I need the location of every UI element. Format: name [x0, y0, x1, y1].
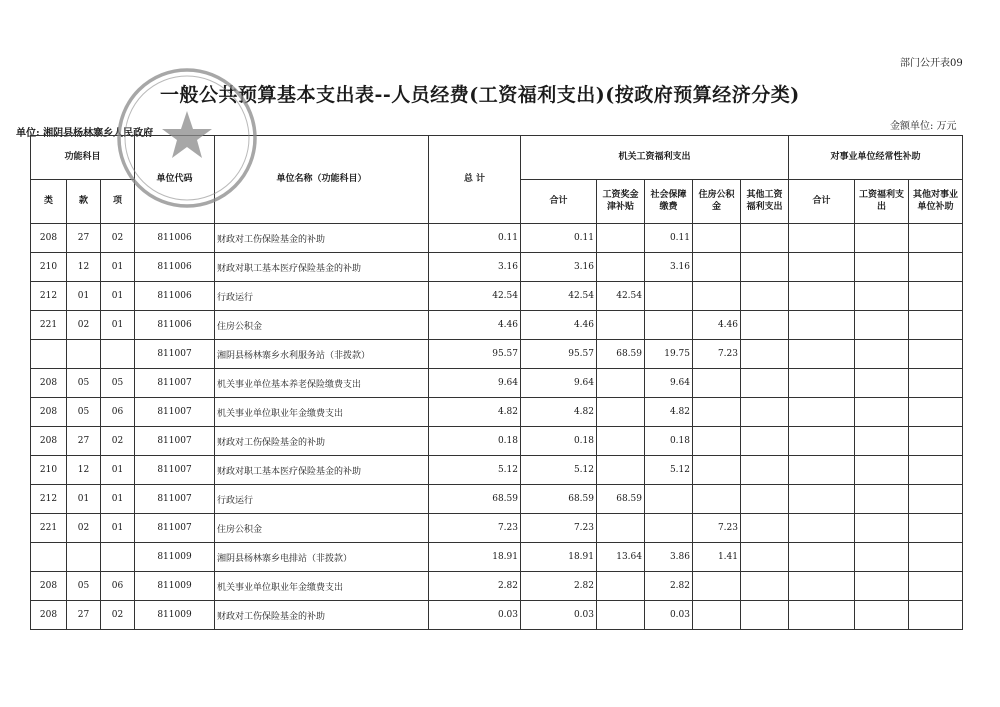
cell-org-total: 68.59 [521, 485, 597, 514]
cell-total: 3.16 [429, 253, 521, 282]
cell-name: 机关事业单位职业年金缴费支出 [215, 398, 429, 427]
cell-pub-total [789, 543, 855, 572]
cell-org-total: 42.54 [521, 282, 597, 311]
cell-org-social [645, 485, 693, 514]
cell-kuan: 01 [67, 282, 101, 311]
cell-org-other [741, 253, 789, 282]
cell-kuan: 27 [67, 427, 101, 456]
cell-pub-total [789, 253, 855, 282]
cell-org-total: 4.46 [521, 311, 597, 340]
cell-pub-total [789, 398, 855, 427]
cell-code: 811007 [135, 456, 215, 485]
cell-org-total: 7.23 [521, 514, 597, 543]
public-subsidy-group-header: 对事业单位经常性补助 [789, 136, 963, 180]
cell-kuan: 01 [67, 485, 101, 514]
cell-name: 湘阴县杨林寨乡电排站（非拨款） [215, 543, 429, 572]
cell-code: 811006 [135, 311, 215, 340]
table-row [31, 369, 963, 398]
table-row [31, 340, 963, 369]
cell-org-total: 2.82 [521, 572, 597, 601]
cell-org-other [741, 398, 789, 427]
cell-xiang: 06 [101, 398, 135, 427]
table-row [31, 601, 963, 630]
cell-pub-other [909, 398, 963, 427]
cell-org-housing: 1.41 [693, 543, 741, 572]
cell-code: 811006 [135, 282, 215, 311]
cell-org-wage: 68.59 [597, 485, 645, 514]
cell-pub-wage [855, 427, 909, 456]
cell-kuan: 05 [67, 369, 101, 398]
pub-wage-header: 工资福利支出 [855, 180, 909, 224]
cell-name: 湘阴县杨林寨乡水利服务站（非拨款） [215, 340, 429, 369]
cell-xiang: 02 [101, 601, 135, 630]
cell-xiang: 06 [101, 572, 135, 601]
cell-pub-other [909, 572, 963, 601]
reporting-unit: 单位: 湘阴县杨林寨乡人民政府 [16, 128, 154, 139]
cell-org-wage [597, 456, 645, 485]
cell-org-housing: 7.23 [693, 340, 741, 369]
cell-org-social: 4.82 [645, 398, 693, 427]
cell-kuan: 27 [67, 601, 101, 630]
total-header: 总 计 [429, 136, 521, 224]
cell-lei: 221 [31, 514, 67, 543]
cell-kuan: 12 [67, 253, 101, 282]
cell-org-wage [597, 514, 645, 543]
cell-lei: 208 [31, 398, 67, 427]
cell-name: 机关事业单位基本养老保险缴费支出 [215, 369, 429, 398]
cell-lei: 208 [31, 427, 67, 456]
cell-pub-wage [855, 456, 909, 485]
cell-org-wage: 68.59 [597, 340, 645, 369]
cell-org-wage: 42.54 [597, 282, 645, 311]
cell-lei: 221 [31, 311, 67, 340]
cell-xiang: 01 [101, 514, 135, 543]
cell-org-social: 5.12 [645, 456, 693, 485]
cell-kuan [67, 543, 101, 572]
pub-total-header: 合计 [789, 180, 855, 224]
cell-total: 0.18 [429, 427, 521, 456]
cell-pub-total [789, 601, 855, 630]
cell-xiang: 05 [101, 369, 135, 398]
cell-total: 95.57 [429, 340, 521, 369]
cell-xiang [101, 340, 135, 369]
cell-org-wage [597, 572, 645, 601]
cell-org-housing: 7.23 [693, 514, 741, 543]
cell-kuan: 05 [67, 572, 101, 601]
cell-pub-other [909, 543, 963, 572]
cell-pub-other [909, 456, 963, 485]
cell-org-total: 95.57 [521, 340, 597, 369]
cell-name: 财政对职工基本医疗保险基金的补助 [215, 253, 429, 282]
cell-org-other [741, 543, 789, 572]
cell-org-total: 4.82 [521, 398, 597, 427]
cell-org-wage [597, 427, 645, 456]
cell-name: 财政对工伤保险基金的补助 [215, 224, 429, 253]
cell-lei: 208 [31, 572, 67, 601]
cell-pub-wage [855, 369, 909, 398]
cell-org-other [741, 224, 789, 253]
lei-header: 类 [31, 180, 67, 224]
cell-pub-wage [855, 311, 909, 340]
org-other-header: 其他工资福利支出 [741, 180, 789, 224]
cell-org-housing [693, 572, 741, 601]
cell-org-housing [693, 601, 741, 630]
unit-code-header: 单位代码 [135, 136, 215, 224]
cell-org-wage [597, 253, 645, 282]
cell-total: 0.11 [429, 224, 521, 253]
cell-pub-wage [855, 543, 909, 572]
cell-total: 0.03 [429, 601, 521, 630]
pub-other-header: 其他对事业单位补助 [909, 180, 963, 224]
cell-org-housing [693, 253, 741, 282]
cell-pub-total [789, 572, 855, 601]
cell-total: 9.64 [429, 369, 521, 398]
cell-pub-wage [855, 253, 909, 282]
xiang-header: 项 [101, 180, 135, 224]
cell-name: 住房公积金 [215, 311, 429, 340]
cell-name: 财政对工伤保险基金的补助 [215, 427, 429, 456]
unit-name-header: 单位名称（功能科目） [215, 136, 429, 224]
cell-total: 7.23 [429, 514, 521, 543]
cell-lei: 210 [31, 456, 67, 485]
cell-org-social: 2.82 [645, 572, 693, 601]
cell-org-housing [693, 369, 741, 398]
table-row [31, 514, 963, 543]
cell-pub-wage [855, 514, 909, 543]
cell-pub-other [909, 340, 963, 369]
cell-code: 811007 [135, 514, 215, 543]
cell-code: 811007 [135, 340, 215, 369]
cell-name: 财政对职工基本医疗保险基金的补助 [215, 456, 429, 485]
cell-org-other [741, 369, 789, 398]
table-row [31, 427, 963, 456]
cell-org-wage [597, 224, 645, 253]
budget-table [30, 135, 963, 630]
org-total-header: 合计 [521, 180, 597, 224]
cell-name: 行政运行 [215, 282, 429, 311]
cell-xiang: 02 [101, 224, 135, 253]
cell-kuan [67, 340, 101, 369]
cell-pub-total [789, 340, 855, 369]
cell-pub-total [789, 427, 855, 456]
cell-org-social: 3.16 [645, 253, 693, 282]
cell-org-wage [597, 601, 645, 630]
cell-total: 2.82 [429, 572, 521, 601]
cell-code: 811009 [135, 543, 215, 572]
cell-org-total: 0.03 [521, 601, 597, 630]
cell-code: 811007 [135, 369, 215, 398]
cell-pub-other [909, 253, 963, 282]
cell-name: 住房公积金 [215, 514, 429, 543]
cell-code: 811007 [135, 485, 215, 514]
cell-code: 811007 [135, 427, 215, 456]
cell-lei [31, 543, 67, 572]
cell-pub-wage [855, 572, 909, 601]
cell-org-wage [597, 398, 645, 427]
cell-org-social: 19.75 [645, 340, 693, 369]
cell-pub-wage [855, 340, 909, 369]
cell-org-other [741, 601, 789, 630]
cell-total: 42.54 [429, 282, 521, 311]
cell-pub-total [789, 282, 855, 311]
org-wage-header: 工资奖金津补贴 [597, 180, 645, 224]
cell-name: 财政对工伤保险基金的补助 [215, 601, 429, 630]
cell-xiang: 01 [101, 456, 135, 485]
cell-xiang: 01 [101, 485, 135, 514]
table-row [31, 224, 963, 253]
cell-kuan: 02 [67, 311, 101, 340]
cell-org-housing: 4.46 [693, 311, 741, 340]
cell-org-social: 0.18 [645, 427, 693, 456]
cell-org-other [741, 311, 789, 340]
cell-xiang: 01 [101, 253, 135, 282]
cell-org-total: 3.16 [521, 253, 597, 282]
cell-org-social: 9.64 [645, 369, 693, 398]
cell-org-other [741, 456, 789, 485]
cell-org-wage: 13.64 [597, 543, 645, 572]
cell-org-other [741, 485, 789, 514]
kuan-header: 款 [67, 180, 101, 224]
cell-org-social: 0.11 [645, 224, 693, 253]
cell-xiang: 02 [101, 427, 135, 456]
cell-pub-total [789, 369, 855, 398]
cell-pub-wage [855, 398, 909, 427]
cell-pub-other [909, 282, 963, 311]
cell-org-housing [693, 398, 741, 427]
cell-pub-wage [855, 601, 909, 630]
cell-org-social [645, 311, 693, 340]
cell-pub-total [789, 514, 855, 543]
form-code: 部门公开表09 [900, 58, 963, 69]
cell-kuan: 12 [67, 456, 101, 485]
cell-org-wage [597, 369, 645, 398]
cell-org-wage [597, 311, 645, 340]
cell-org-social: 3.86 [645, 543, 693, 572]
cell-code: 811007 [135, 398, 215, 427]
cell-org-total: 0.11 [521, 224, 597, 253]
table-row [31, 311, 963, 340]
amount-unit: 金额单位: 万元 [890, 121, 957, 132]
cell-xiang: 01 [101, 311, 135, 340]
table-row [31, 253, 963, 282]
cell-lei [31, 340, 67, 369]
cell-code: 811006 [135, 224, 215, 253]
cell-lei: 210 [31, 253, 67, 282]
page-title: 一般公共预算基本支出表--人员经费(工资福利支出)(按政府预算经济分类) [160, 84, 800, 106]
cell-org-total: 18.91 [521, 543, 597, 572]
cell-pub-other [909, 311, 963, 340]
cell-kuan: 05 [67, 398, 101, 427]
header-row-1 [31, 136, 963, 180]
cell-org-social: 0.03 [645, 601, 693, 630]
cell-kuan: 02 [67, 514, 101, 543]
cell-pub-other [909, 485, 963, 514]
cell-org-other [741, 514, 789, 543]
cell-pub-wage [855, 224, 909, 253]
cell-org-housing [693, 485, 741, 514]
cell-lei: 208 [31, 601, 67, 630]
table-row [31, 282, 963, 311]
cell-org-total: 0.18 [521, 427, 597, 456]
cell-code: 811009 [135, 601, 215, 630]
table-row [31, 572, 963, 601]
cell-xiang: 01 [101, 282, 135, 311]
cell-lei: 212 [31, 282, 67, 311]
cell-name: 行政运行 [215, 485, 429, 514]
cell-total: 5.12 [429, 456, 521, 485]
cell-kuan: 27 [67, 224, 101, 253]
table-row [31, 485, 963, 514]
cell-code: 811006 [135, 253, 215, 282]
cell-pub-total [789, 485, 855, 514]
table-body [31, 224, 963, 630]
cell-org-social [645, 282, 693, 311]
cell-pub-other [909, 601, 963, 630]
org-social-header: 社会保障缴费 [645, 180, 693, 224]
cell-pub-total [789, 456, 855, 485]
cell-name: 机关事业单位职业年金缴费支出 [215, 572, 429, 601]
cell-pub-other [909, 369, 963, 398]
cell-pub-total [789, 224, 855, 253]
org-wage-group-header: 机关工资福利支出 [521, 136, 789, 180]
table-row [31, 398, 963, 427]
cell-org-other [741, 427, 789, 456]
org-housing-header: 住房公积金 [693, 180, 741, 224]
cell-lei: 212 [31, 485, 67, 514]
cell-total: 68.59 [429, 485, 521, 514]
cell-code: 811009 [135, 572, 215, 601]
table-row [31, 543, 963, 572]
cell-org-housing [693, 427, 741, 456]
func-subject-header: 功能科目 [31, 136, 135, 180]
cell-pub-total [789, 311, 855, 340]
cell-pub-wage [855, 282, 909, 311]
cell-org-housing [693, 456, 741, 485]
table-row [31, 456, 963, 485]
cell-org-other [741, 282, 789, 311]
cell-pub-other [909, 427, 963, 456]
cell-pub-wage [855, 485, 909, 514]
cell-org-social [645, 514, 693, 543]
cell-total: 4.82 [429, 398, 521, 427]
cell-lei: 208 [31, 369, 67, 398]
cell-org-total: 5.12 [521, 456, 597, 485]
cell-org-housing [693, 282, 741, 311]
cell-xiang [101, 543, 135, 572]
cell-pub-other [909, 224, 963, 253]
cell-org-other [741, 572, 789, 601]
cell-total: 18.91 [429, 543, 521, 572]
cell-lei: 208 [31, 224, 67, 253]
cell-org-other [741, 340, 789, 369]
cell-total: 4.46 [429, 311, 521, 340]
cell-pub-other [909, 514, 963, 543]
cell-org-housing [693, 224, 741, 253]
cell-org-total: 9.64 [521, 369, 597, 398]
